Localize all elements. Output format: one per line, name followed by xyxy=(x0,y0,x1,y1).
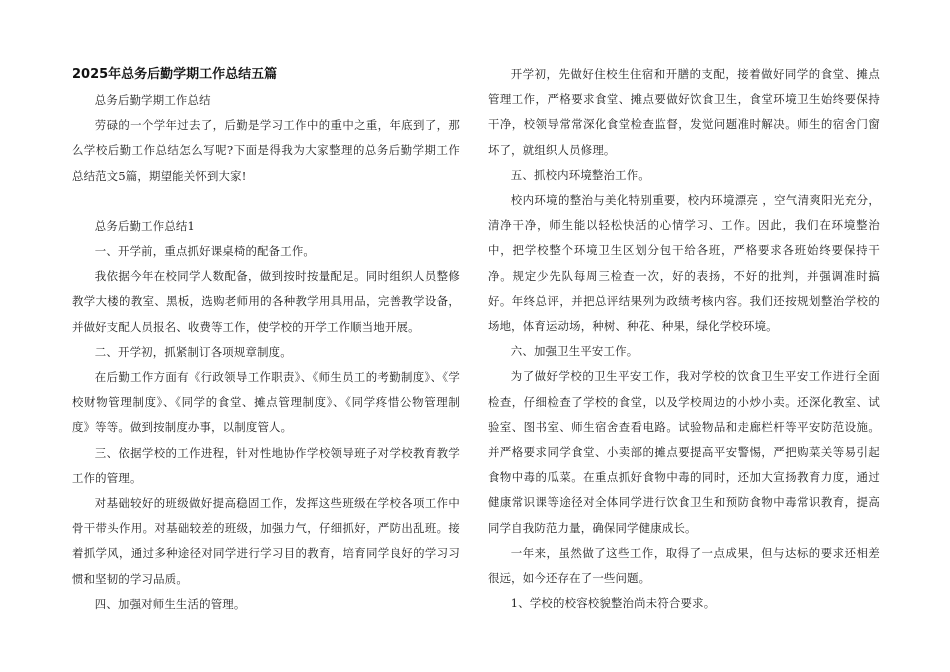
paragraph: 对基础较好的班级做好提高稳固工作，发挥这些班级在学校各项工作中骨干带头作用。对基础较差的班级，加强力气，仔细抓好，严防出乱班。接着抓学风，通过多种途径对同学进行学习目的教育，培育同学良好的学习习惯和坚韧的学习品质。 xyxy=(72,496,460,586)
paragraph: 劳碌的一个学年过去了，后勤是学习工作中的重中之重，年底到了，那么学校后勤工作总结怎么写呢?下面是得我为大家整理的总务后勤学期工作总结范文5篇，期望能关怀到大家! xyxy=(72,118,460,183)
paragraph: 校内环境的整治与美化特别重要，校内环境漂亮 ，空气清爽阳光充分，清净干净，师生能以轻松快活的心情学习、工作。因此，我们在环境整治中，把学校整个环境卫生区划分包干给各班，严格要求各班始终要保持干净。规定少先队每周三检查一次，好的表扬，不好的批判，并强调准时搞好。年终总评，并把总评结果列为政绩考核内容。我们还按规划整治学校的场地，体育运动场，种树、种花、种果，绿化学校环境。 xyxy=(488,193,880,334)
section-heading: 总务后勤工作总结1 xyxy=(94,218,195,233)
paragraph: 开学初，先做好住校生住宿和开膳的支配，接着做好同学的食堂、摊点管理工作，严格要求食堂、摊点要做好饮食卫生，食堂环境卫生始终要保持干净，校领导常常深化食堂检查监督，发觉问题准时解决。师生的宿舍门窗坏了，就组织人员修理。 xyxy=(488,67,880,157)
right-column xyxy=(488,62,880,616)
paragraph: 一、开学前，重点抓好课桌椅的配备工作。 xyxy=(94,244,316,259)
paragraph: 我依据今年在校同学人数配备，做到按时按量配足。同时组织人员整修教学大楼的教室、黑板，选购老师用的各种教学用具用品，完善教学设备，并做好支配人员报名、收费等工作，使学校的开学工作顺当地开展。 xyxy=(72,269,460,334)
paragraph: 二、开学初，抓紧制订各项规章制度。 xyxy=(94,344,292,359)
paragraph: 一年来，虽然做了这些工作，取得了一点成果，但与达标的要求还相差很远，如今还存在了一些问题。 xyxy=(488,545,880,586)
document-title: 2025年总务后勤学期工作总结五篇 xyxy=(72,67,278,82)
paragraph: 在后勤工作方面有《行政领导工作职责》、《师生员工的考勤制度》、《学校财物管理制度》、《同学的食堂、摊点管理制度》、《同学疼惜公物管理制度》等等。做到按制度办事，以制度管人。 xyxy=(72,370,460,435)
paragraph: 三、依据学校的工作进程，针对性地协作学校领导班子对学校教育教学工作的管理。 xyxy=(72,445,460,485)
left-column xyxy=(72,62,460,617)
paragraph: 四、加强对师生生活的管理。 xyxy=(94,596,246,611)
paragraph: 六、加强卫生平安工作。 xyxy=(510,344,639,359)
paragraph: 1、学校的校容校貌整治尚未符合要求。 xyxy=(510,596,716,611)
paragraph: 五、抓校内环境整治工作。 xyxy=(510,167,650,182)
paragraph: 为了做好学校的卫生平安工作，我对学校的饮食卫生平安工作进行全面检查，仔细检查了学校的食堂，以及学校周边的小炒小卖。还深化教室、试验室、图书室、师生宿舍查看电路。试验物品和走廊栏杆等平安防范设施。并严格要求同学食堂、小卖部的摊点要提高平安警惕，严把购菜关等易引起食物中毒的瓜菜。在重点抓好食物中毒的同时，还加大宣扬教育力度，通过健康常识课等途径对全体同学进行饮食卫生和预防食物中毒常识教育，提高同学自我防范力量，确保同学健康成长。 xyxy=(488,369,880,535)
paragraph: 总务后勤学期工作总结 xyxy=(94,93,211,107)
paragraph-gap xyxy=(72,189,460,214)
